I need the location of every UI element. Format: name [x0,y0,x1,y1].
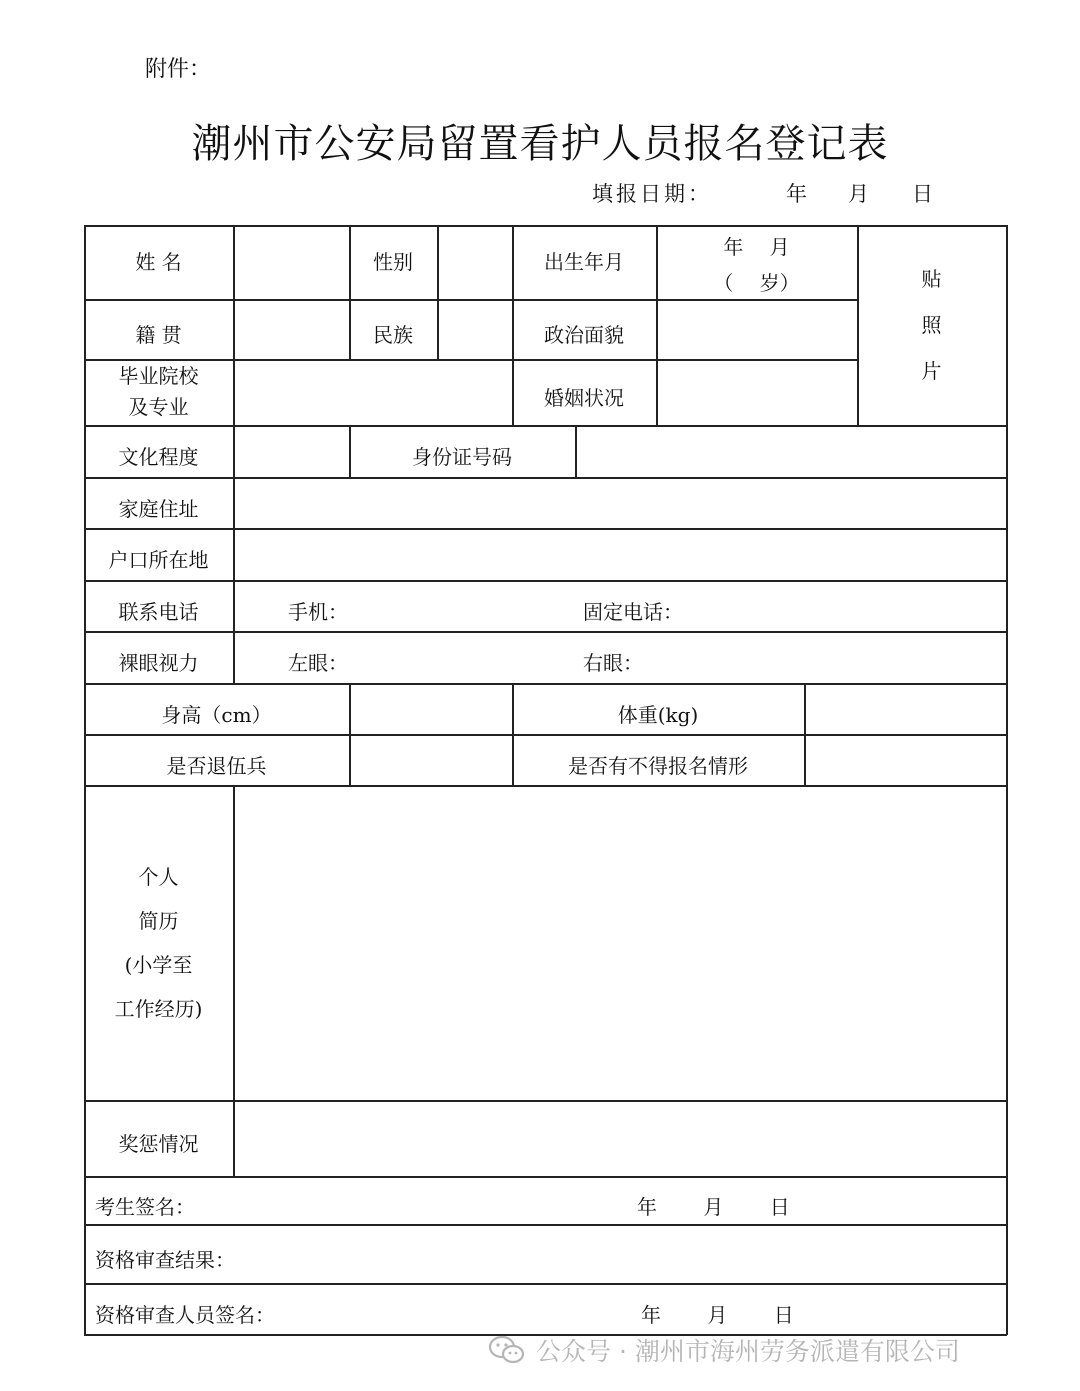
school-major-label [84,359,233,425]
height-label: 身高（cm） [161,703,272,727]
fill-date-month: 月 [848,182,872,206]
wechat-icon [488,1335,526,1365]
photo-area[interactable] [857,225,1006,425]
awards-field[interactable] [233,1100,1006,1176]
right-eye-label[interactable]: 右眼： [583,651,643,675]
reviewer-signature-label[interactable]: 资格审查人员签名： [95,1303,275,1327]
weight-label: 体重(kg) [617,703,699,727]
hukou-field[interactable] [233,528,1006,580]
school-label-line2: 及专业 [128,395,189,419]
resume-label-line2: 简历 [138,908,179,933]
resume-label-line1: 个人 [138,864,179,889]
disqualify-label: 是否有不得报名情形 [568,754,748,778]
school-major-field[interactable] [233,359,512,425]
left-eye-label[interactable]: 左眼： [288,651,348,675]
marital-label: 婚姻状况 [544,386,624,410]
age-field[interactable]: （ 岁） [713,271,800,295]
birth-label: 出生年月 [544,250,624,274]
name-label: 姓 名 [135,250,182,274]
review-result-label[interactable]: 资格审查结果： [95,1248,235,1272]
disqualify-field[interactable] [804,734,1006,785]
candidate-signature-date[interactable]: 年 月 日 [637,1195,790,1219]
resume-label-line4: 工作经历) [114,996,203,1021]
fill-date-label: 填报日期： [592,182,712,206]
resume-field[interactable] [233,785,1006,1100]
watermark-text: 公众号 · 潮州市海州劳务派遣有限公司 [536,1337,960,1366]
attachment-label: 附件： [145,57,212,82]
photo-label-1: 贴 [921,267,942,291]
page-title: 潮州市公安局留置看护人员报名登记表 [191,121,889,167]
ethnicity-field[interactable] [437,299,512,359]
political-label: 政治面貌 [544,323,624,347]
gender-label: 性别 [373,250,413,274]
mobile-label[interactable]: 手机： [288,600,348,624]
fill-date-year: 年 [786,182,810,206]
awards-label: 奖惩情况 [118,1132,199,1156]
landline-label[interactable]: 固定电话： [583,600,683,624]
veteran-field[interactable] [349,734,512,785]
home-address-label: 家庭住址 [118,497,199,521]
photo-label-2: 照 [921,313,942,337]
birth-year-month[interactable]: 年 月 [723,235,790,259]
weight-field[interactable] [804,683,1006,734]
native-place-label: 籍 贯 [135,323,182,347]
contact-label: 联系电话 [118,600,199,624]
id-number-label: 身份证号码 [412,445,512,469]
vision-label: 裸眼视力 [118,651,199,675]
education-field[interactable] [233,425,349,477]
native-place-field[interactable] [233,299,349,359]
veteran-label: 是否退伍兵 [166,754,267,778]
resume-label-line3: (小学至 [124,952,193,977]
political-field[interactable] [656,299,857,359]
marital-field[interactable] [656,359,857,425]
photo-label-3: 片 [921,359,942,383]
reviewer-signature-date[interactable]: 年 月 日 [641,1303,794,1327]
hukou-label: 户口所在地 [108,548,209,572]
height-field[interactable] [349,683,512,734]
watermark [488,1330,960,1370]
education-label: 文化程度 [118,445,199,469]
school-label-line1: 毕业院校 [118,364,199,388]
ethnicity-label: 民族 [373,323,413,347]
id-number-field[interactable] [575,425,1006,477]
gender-field[interactable] [437,225,512,299]
home-address-field[interactable] [233,477,1006,528]
name-field[interactable] [233,225,349,299]
fill-date-day: 日 [912,182,936,206]
candidate-signature-label[interactable]: 考生签名： [95,1195,195,1219]
resume-label [84,785,233,1100]
